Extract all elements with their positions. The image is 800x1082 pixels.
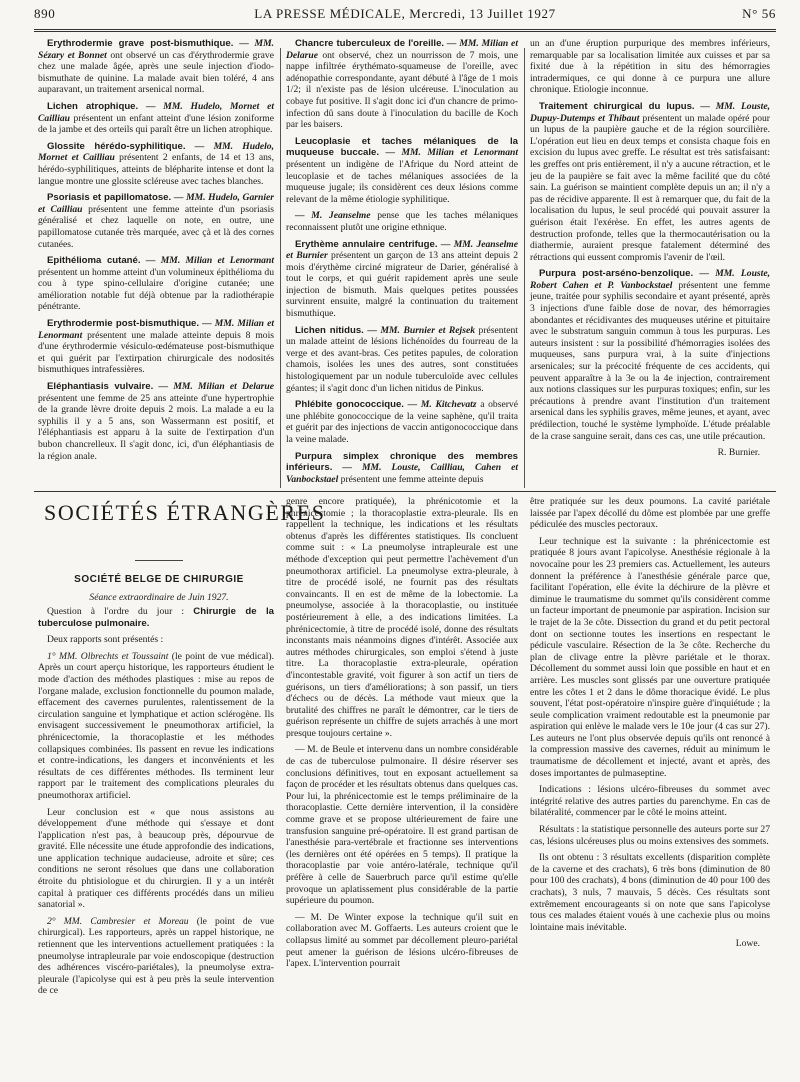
entry-authors: — MM. Sézary et Bonnet — [38, 38, 275, 61]
report-entry — [286, 399, 518, 445]
paragraph: — M. de Beule et intervenu dans un nombre considérable de cas de tuberculose pulmonaire. Il désire réserver ses conclusions définitives, tout en exposant actuellement sa façon de procéder et les résultats obtenus dans quelques cas. Pour lui, la phrénicectomie est le temps préliminaire de la thoracoplastie. Cette dernière intervention, il la considère comme grave et se propose ultérieurement de faire une transfusion sanguine pré-opératoire. Il est grand partisan de l'anesthésie para-vertébrale et fractionne ses interventions (les dernières ont été opérées en 5 temps). Il pratique la thoracoplastie par voie antéro-latérale, technique qu'il préfère à celle de Sauerbruch parce qu'il estime qu'elle provoque un aplatissement plus considérable de la partie supérieure du poumon. — [286, 744, 518, 907]
column-1 — [38, 38, 274, 467]
entry-text: présentent un malade opéré pour un lupus de la paupière gauche et de la région sourcilière. L'opération eut lieu en deux temps et consista chaque fois en excision du lupus avec greffe. Le résultat est très satisfaisant: les greffes ont pris entièrement, il n'y a aucune rétraction, et le jeu de la paupière se fait avec la même facilité que du côté sain. La guérison se maintient complète depuis un an; il n'y a pas de récidive apparente. Il est à remarquer que, du fait de la localisation du lupus, le seul procédé qui pouvait assurer la guérison était l'exérèse. En effet, les autres agents de destruction profonde, telles que la thermocautérisation ou la diathermie, auraient presque fatalement déterminé des rétractions qui eussent compromis l'avenir de l'œil. — [530, 112, 770, 263]
paragraph: être pratiquée sur les deux poumons. La cavité pariétale laissée par l'apex décollé du dôme est plombée par une greffe pédiculée des muscles pectoraux. — [530, 496, 770, 531]
lower-column-1 — [38, 606, 274, 1002]
entry-title: Traitement chirurgical du lupus. — [539, 100, 695, 112]
entry-text: un an d'une éruption purpurique des membres inférieurs, remarquable par sa localisation limitée aux cuisses et par sa fixité due à la répétition in situ des hémorragies intradermiques, ce qui donne à ce purpura une allure chronique. Etiologie inconnue. — [530, 38, 770, 96]
journal-title: LA PRESSE MÉDICALE, Mercredi, 13 Juillet 1927 — [254, 6, 556, 21]
entry-title: Lichen nitidus. — [295, 324, 364, 336]
report-entry — [38, 141, 274, 187]
column-separator — [524, 48, 525, 488]
paragraph-lead: 2° MM. Cambresier et Moreau — [47, 915, 189, 927]
paragraph: Indications : lésions ulcéro-fibreuses du sommet avec intégrité relative des autres parties du parenchyme. En cas de bilatéralité, commencer par le côté le moins atteint. — [530, 784, 770, 819]
column-2 — [286, 38, 518, 490]
entry-authors: — MM. Milian et Lenormant — [145, 255, 274, 267]
entry-title: Erythrodermie grave post-bismuthique. — [47, 38, 234, 49]
lower-column-2 — [286, 496, 518, 975]
entry-title: Eléphantiasis vulvaire. — [47, 381, 154, 393]
entry-authors: — MM. Jeanselme et Burnier — [286, 238, 519, 262]
entry-authors: — MM. Louste, Dupuy-Dutemps et Thibaut — [530, 100, 770, 124]
paragraph-text: (le point de vue médical). Après un court aperçu historique, les rapporteurs étudient le mode d'action des méthodes plastiques : mise au repos de l'organe malade, exclusion fonctionnelle du poumon malade, effacement des cavernes purulentes, ralentissement de la circulation sanguine et lymphatique et action sclérogène. Ils envisagent successivement le pneumothorax artificiel, la phrénicectomie, la thoracoplastie et les méthodes collapsiques combinées. Ils passent en revue les indications et contre-indications, les dangers et inconvénients et les résultats de ces différentes méthodes. Ils terminent leur rapport par le traitement des complications pleurales du pneumothorax artificiel. — [38, 650, 275, 801]
paragraph — [38, 634, 274, 646]
entry-title: Leucoplasie et taches mélaniques de la muqueuse buccale. — [286, 135, 518, 159]
paragraph: Ils ont obtenu : 3 résultats excellents (disparition complète de la caverne et des crachats), 6 très bons (diminution de 80 pour 100 des crachats), 4 bons (diminution de 40 pour 100 des crachats), 3 nuls, 7 mauvais, 5 décès. Ces résultats sont extrêmement encourageants si on note que sans l'apicolyse tous ces malades étaient voués à une cachexie plus ou moins lointaine mais inévitable. — [530, 852, 770, 933]
author-signature: R. Burnier. — [717, 447, 760, 459]
entry-title: Glossite hérédo-syphilitique. — [47, 140, 186, 152]
entry-text: présentent une malade atteinte depuis 8 mois d'une érythrodermie vésiculo-œdémateuse post-bismuthique et qui guérit par l'extirpation chirurgicale des nodosités bismuthiques intrafessières. — [38, 329, 274, 376]
column-separator — [280, 48, 281, 488]
report-entry — [286, 451, 518, 486]
entry-authors: — MM. Milian et Delarue — [158, 381, 274, 393]
report-entry — [530, 268, 770, 442]
entry-title: Phlébite gonococcique. — [295, 399, 404, 411]
entry-text: présentent un indigène de l'Afrique du Nord atteint de leucoplasie et de taches mélaniques associées de la muqueuse jugale; ils considèrent ces deux lésions comme relevant de la même étiologie syphilitique. — [286, 158, 518, 205]
report-entry — [530, 38, 770, 96]
entry-authors: — MM. Milian et Delarue — [286, 38, 518, 61]
header-rule — [34, 29, 776, 30]
author-signature: Lowe. — [735, 938, 760, 950]
entry-text: ont observé un cas d'érythrodermie grave chez une malade âgée, après une seule injection d'iodo-bismuthate de quinine. La malade avait bien toléré, 4 ans auparavant, un traitement arsenical normal. — [38, 49, 274, 96]
entry-authors: — MM. Louste, Robert Cahen et P. Vanbockstael — [530, 268, 770, 291]
paragraph-text: Leur conclusion est « que nous assistons au développement d'une méthode qui s'essaye et dont l'application n'est pas, à beaucoup près, dépourvue de gravité. Elle nécessite une étude approfondie des indications, une application technique audacieuse, adroite et sûre; ces conditions ne seront résolues que dans une collaboration étroite du phtisiologue et du chirurgien. Il y a un intérêt capital à pratiquer ces différents procédés dans un milieu sanatorial ». — [38, 806, 274, 911]
entry-authors: — MM. Hudelo, Garnier et Cailliau — [38, 192, 274, 215]
paragraph: — M. De Winter expose la technique qu'il suit en collaboration avec M. Goffaerts. Les auteurs croient que le collapsus limité au sommet par décollement pleuro-pariétal peut amener la guérison de lésions ulcéro-fibreuses de l'apex. L'intervention pourrait — [286, 911, 518, 970]
report-entry — [286, 38, 518, 131]
report-entry — [38, 101, 274, 136]
entry-authors: — MM. Hudelo, Mornet et Cailliau — [38, 100, 274, 124]
section-rule — [34, 491, 776, 492]
title-rule — [135, 560, 183, 561]
entry-title: Erythème annulaire centrifuge. — [295, 238, 438, 250]
section-title: SOCIÉTÉS ÉTRANGÈRES — [44, 500, 326, 525]
entry-title: Purpura post-arséno-benzolique. — [539, 268, 694, 280]
paragraph-lead: 1° MM. Olbrechts et Toussaint — [47, 650, 169, 662]
issue-number: N° 56 — [742, 6, 776, 21]
entry-text: présentent une femme atteinte d'un psoriasis généralisé et chez laquelle on note, en outre, une papillomatose cutanée très marquée, avec çà et là des cornes cutanées. — [38, 203, 275, 250]
entry-authors: — MM. Milian et Lenormant — [38, 318, 274, 341]
column-3 — [530, 38, 770, 464]
entry-authors: — MM. Hudelo, Mornet et Cailliau — [38, 140, 274, 164]
entry-text: ont observé, chez un nourrisson de 7 mois, une nappe infiltrée érythémato-squameuse de l'oreille, avec adénopathie correspondante, ayant débuté à l'âge de 1 mois 1/2; il n'existe pas de lésion ulcéreuse. L'inoculation au cobaye fut positive. Il s'agit donc ici d'un chancre de primo-infection dû sans doute à l'inoculation du bacille de Koch par les baisers. — [286, 49, 518, 131]
entry-text: présentent un garçon de 13 ans atteint depuis 2 mois d'érythème circiné migrateur de Darier, généralisé à tout le corps, et qui guérit rapidement après une seule injection de bismuth. Mais quelques petites poussées survinrent ensuite, malgré la continuation du traitement bismuthique. — [286, 250, 518, 320]
paragraph-lead: Question à l'ordre du jour : — [47, 606, 185, 617]
entry-text: présentent 2 enfants, de 14 et 13 ans, hérédo-syphilitiques, atteints de blépharite intense et dont la langue montre une glossite scléreuse avec taches blanches. — [38, 152, 275, 187]
entry-title: Lichen atrophique. — [47, 100, 139, 112]
paragraph — [38, 916, 274, 997]
page-header — [34, 6, 776, 26]
entry-title: Chancre tuberculeux de l'oreille. — [295, 38, 445, 49]
paragraph — [38, 606, 274, 629]
entry-title: Purpura simplex chronique des membres inférieurs. — [286, 450, 518, 474]
entry-title: Psoriasis et papillomatose. — [47, 192, 172, 204]
report-entry — [38, 381, 274, 462]
entry-authors: — M. Jeanselme — [295, 210, 371, 222]
report-entry — [286, 239, 518, 320]
entry-authors: — MM. Louste, Cailliau, Cahen et Vanbockstael — [286, 462, 518, 485]
lower-column-3 — [530, 496, 770, 955]
entry-text: présentent un enfant atteint d'une lésion zoniforme de la jambe et des orteils qui paraît être un lichen atrophique. — [38, 112, 274, 136]
paragraph-topic: Chirurgie de la tuberculose pulmonaire. — [38, 606, 274, 629]
page-number: 890 — [34, 6, 56, 21]
entry-title: Erythrodermie post-bismuthique. — [47, 318, 200, 330]
entry-text: présentent un homme atteint d'un volumineux épithélioma du cou à type spino-cellulaire d'origine cutanée; une amélioration notable fut déjà obtenue par la radiothérapie pénétrante. — [38, 266, 274, 313]
report-entry — [286, 136, 518, 206]
header-rule-2 — [34, 31, 776, 32]
report-entry — [38, 255, 274, 313]
entry-text: présentent une femme atteinte depuis — [340, 473, 484, 485]
entry-authors: — MM. Burnier et Rejsek — [367, 324, 476, 336]
report-entry — [38, 318, 274, 376]
entry-title: Epithélioma cutané. — [47, 255, 141, 267]
paragraph-text: (le point de vue chirurgical). Les rapporteurs, après un rappel historique, ne retiennent que les interventions actuellement pratiquées : la pneumolyse intrapleurale par voie endoscopique (destruction des adhérences viscéro-pariétales), la pneumolyse extra-pleurale (l'apicolyse qui est à peu près la seule intervention de ce — [38, 915, 274, 997]
paragraph: Leur technique est la suivante : la phrénicectomie est pratiquée 8 jours avant l'apicolyse. Anesthésie régionale à la novocaïne pour les 23 premiers cas. Actuellement, les auteurs donnent la préférence à l'anesthésie générale parce que, facilitant l'opération, elle évite la déchirure de la plèvre et diminue le traumatisme du sommet qu'ils considèrent comme un facteur important de pneumonie par aspiration. Incision sur le trajet de la 3e côte. Dissection du grand et du petit pectoral dont on sectionne toutes les insertions en respectant le pédicule vasculaire. Résection de la 3e côte. Recherche du plan de clivage entre la plèvre pariétale et le thorax. Décollement du sommet aussi loin que possible en haut et en arrière. Les muscles sont glissés par une ouverture pratiquée entre les côtes 1 et 2 dans le dôme thoracique évidé. Le plus souvent, l'état post-opératoire n'inspire guère d'inquiétude ; la seule complication vraiment redoutable est la pneumonie par aspiration qui enlève le malade vers le 10e jour (4 cas sur 27). Les auteurs ne l'ont plus observée depuis qu'ils ont renoncé à la compression massive des cavernes, réduit au minimum le traumatisme de décollement et injecté, avant et après, des doses importantes de pulmaseptine. — [530, 535, 770, 779]
seance-line: Séance extraordinaire de Juin 1927. — [89, 592, 229, 603]
entry-text: a observé une phlébite gonococcique de la veine saphène, qu'il traita et guérit par des injections de vaccin antigonococcique dans la veine malade. — [286, 399, 518, 445]
report-entry — [286, 325, 518, 395]
paragraph — [38, 807, 274, 911]
entry-authors: — M. Kitchevatz — [407, 399, 477, 411]
paragraph — [38, 651, 274, 802]
report-entry — [286, 210, 518, 233]
entry-text: présentent un malade atteint de lésions lichénoïdes du fourreau de la verge et des avant-bras. Ces petites papules, de coloration chamois, isolées les unes des autres, sont constituées histologiquement par un nodule tuberculoïde avec cellules géantes; il s'agit donc d'un lichen nitidus de Pinkus. — [286, 324, 518, 394]
paragraph: Résultats : la statistique personnelle des auteurs porte sur 27 cas, lésions ulcéreuses plus ou moins extensives des sommets. — [530, 824, 770, 847]
report-entry — [38, 192, 274, 250]
entry-text: présentent une femme de 25 ans atteinte d'une hypertrophie de la grande lèvre droite depuis 2 mois. La malade a eu la syphilis il y a 5 ans, son Wassermann est positif, et l'éléphantiasis est apparu à la suite de l'extirpation d'un bubon chancrelleux. Il s'agit donc, ici, d'un éléphantiasis de la région anale. — [38, 392, 274, 462]
paragraph: genre encore pratiquée), la phrénicotomie et la phrénicectomie ; la thoracoplastie extra-pleurale. Ils en rappellent la technique, les indications et les résultats obtenus d'après les différentes statistiques. Ils concluent comme suit : « La pneumolyse intrapleurale est une méthode d'exception qui peut permettre l'achèvement d'un pneumothorax artificiel. La pneumolyse extra-pleurale, à titre de procédé isolé, ne fournit pas des résultats convaincants. Il en est de même de la lobectomie. La pneumolyse, associée à la thoracoplastie, ou instituée postérieurement à elle, a des indications limitées. La phrénicectomie, à titre de procédé isolé, donne des résultats inconstants mais néanmoins dignes d'intérêt. Associée aux autres méthodes chirurgicales, son emploi s'étend à juste titre. La thoracoplastie extra-pleurale, opération d'incontestable gravité, voit figurer à son actif un tiers de guérisons, un tiers d'améliorations; à son passif, un tiers d'échecs ou de décès. La méthode vaut mieux que la brutalité des chiffres ne paraît le démontrer, car le tiers de guérison représente un chiffre de sujets arrachés à une mort presque toujours certaine ». — [286, 496, 518, 739]
report-entry — [530, 101, 770, 263]
entry-text: présentent une femme jeune, traitée pour syphilis secondaire et ayant présenté, après 3 injections d'une faible dose de novar, des hémorragies abondantes et récidivantes des muqueuses utérine et pituitaire avec le substratum sanguin commun à tous les purpuras. Les auteurs insistent : sur la possibilité d'hémorragies isolées des muqueuses, sans purpura vrai, à la suite d'injections arsenicales; sur la précocité fréquente de ces accidents, qui peuvent apparaître à la 3e ou la 4e injection, contrairement aux notions classiques sur les purpuras toxiques; enfin, sur les précautions à prendre avant l'institution d'un traitement arsenical dans les syphilis graves, même jeunes, et ayant, avec prédilection, touché le système lymphoïde. L'étude préalable de la crase sanguine serait, dans ces cas, une utile précaution. — [530, 279, 770, 442]
society-title: SOCIÉTÉ BELGE DE CHIRURGIE — [74, 574, 244, 585]
entry-text: pense que les taches mélaniques reconnaissent plutôt une origine ethnique. — [286, 210, 518, 233]
paragraph-text: Deux rapports sont présentés : — [47, 634, 164, 646]
entry-authors: — MM. Milian et Lenormant — [385, 147, 519, 159]
report-entry — [38, 38, 274, 96]
